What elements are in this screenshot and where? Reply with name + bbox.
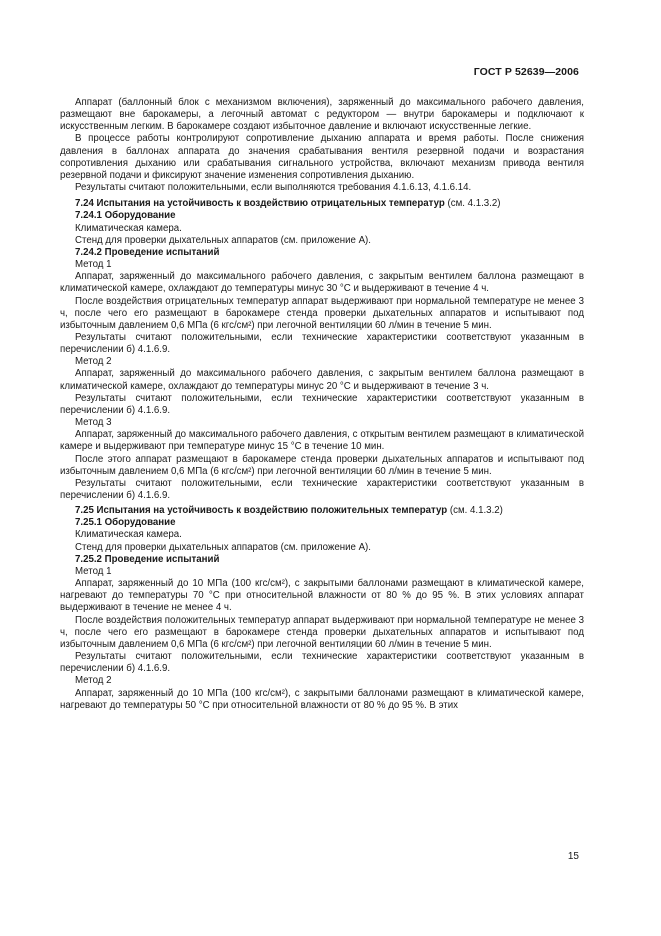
- paragraph: Аппарат, заряженный до максимального рабочего давления, с открытым вентилем размещают в климатической камере и выдерживают при температуре минус 15 °С в течение 10 мин.: [60, 429, 584, 453]
- paragraph: Аппарат, заряженный до 10 МПа (100 кгс/см²), с закрытыми баллонами размещают в климатической камере, нагревают до температуры 50 °С при относительной влажности от 80 % до 95 %. В этих: [60, 687, 584, 711]
- section-heading-title: 7.25 Испытания на устойчивость к воздействию положительных температур: [75, 505, 448, 517]
- paragraph: Стенд для проверки дыхательных аппаратов (см. приложение А).: [75, 541, 371, 553]
- paragraph: Аппарат (баллонный блок с механизмом включения), заряженный до максимального рабочего давления, размещают вне барокамеры, а легочный автомат с редуктором — внутри барокамеры и подключают к искусственным легким. В барокамере создают избыточное давление и включают искусственные легкие.: [60, 97, 584, 133]
- method-label: Метод 3: [75, 417, 112, 429]
- section-heading-title: 7.24 Испытания на устойчивость к воздействию отрицательных температур: [75, 198, 445, 210]
- subsection-heading: 7.24.2 Проведение испытаний: [75, 246, 220, 258]
- paragraph: Аппарат, заряженный до максимального рабочего давления, с закрытым вентилем баллона размещают в климатической камере, охлаждают до температуры минус 20 °С и выдерживают в течение 3 ч.: [60, 368, 584, 392]
- section-heading-ref: (см. 4.1.3.2): [449, 505, 503, 517]
- subsection-heading: 7.25.2 Проведение испытаний: [75, 553, 220, 565]
- paragraph: После воздействия отрицательных температур аппарат выдерживают при нормальной температуре не менее 3 ч, после чего его размещают в барокамере стенда проверки дыхательных аппаратов и испытывают под избыточным давлением 0,6 МПа (6 кгс/см²) при легочной вентиляции 60 л/мин в течение 5 мин.: [60, 295, 584, 331]
- paragraph: Климатическая камера.: [75, 529, 182, 541]
- section-heading-ref: (см. 4.1.3.2): [447, 198, 501, 210]
- document-id: ГОСТ Р 52639—2006: [473, 66, 579, 78]
- paragraph: Результаты считают положительными, если выполняются требования 4.1.6.13, 4.1.6.14.: [75, 182, 472, 194]
- method-label: Метод 1: [75, 565, 112, 577]
- paragraph: Результаты считают положительными, если технические характеристики соответствуют указанным в перечислении б) 4.1.6.9.: [60, 477, 584, 501]
- paragraph: Аппарат, заряженный до максимального рабочего давления, с закрытым вентилем баллона размещают в климатической камере, охлаждают до температуры минус 30 °С и выдерживают в течение 4 ч.: [60, 271, 584, 295]
- paragraph: Результаты считают положительными, если технические характеристики соответствуют указанным в перечислении б) 4.1.6.9.: [60, 392, 584, 416]
- method-label: Метод 1: [75, 259, 112, 271]
- paragraph: Аппарат, заряженный до 10 МПа (100 кгс/см²), с закрытыми баллонами размещают в климатической камере, нагревают до температуры 70 °С при относительной влажности от 80 % до 95 %. В этих условиях аппарат выдерживают в течение не менее 4 ч.: [60, 578, 584, 614]
- paragraph: Климатическая камера.: [75, 222, 182, 234]
- page-number: 15: [567, 851, 579, 862]
- paragraph: Результаты считают положительными, если технические характеристики соответствуют указанным в перечислении б) 4.1.6.9.: [60, 651, 584, 675]
- paragraph: В процессе работы контролируют сопротивление дыханию аппарата и время работы. После снижения давления в баллонах аппарата до значения срабатывания вентиля резервной подачи и возрастания сопротивления дыханию или срабатывания сигнального устройства, включают механизм привода вентиля резервной подачи и фиксируют значение изменения сопротивления дыханию.: [60, 133, 584, 181]
- method-label: Метод 2: [75, 675, 112, 687]
- subsection-heading: 7.25.1 Оборудование: [75, 517, 176, 529]
- paragraph: Стенд для проверки дыхательных аппаратов (см. приложение А).: [75, 234, 371, 246]
- section-heading-7-25: [60, 505, 584, 517]
- method-label: Метод 2: [75, 356, 112, 368]
- paragraph: После воздействия положительных температур аппарат выдерживают при нормальной температуре не менее 3 ч, после чего его размещают в барокамере стенда проверки дыхательных аппаратов и испытывают под избыточным давлением 0,6 МПа (6 кгс/см²) при легочной вентиляции 60 л/мин в течение 5 мин.: [60, 614, 584, 650]
- paragraph: Результаты считают положительными, если технические характеристики соответствуют указанным в перечислении б) 4.1.6.9.: [60, 331, 584, 356]
- paragraph: После этого аппарат размещают в барокамере стенда проверки дыхательных аппаратов и испытывают под избыточным давлением 0,6 МПа (6 кгс/см²) при легочной вентиляции 60 л/мин в течение 5 мин.: [60, 453, 584, 477]
- subsection-heading: 7.24.1 Оборудование: [75, 210, 176, 222]
- section-heading-7-24: [60, 198, 584, 210]
- document-body: [60, 97, 584, 712]
